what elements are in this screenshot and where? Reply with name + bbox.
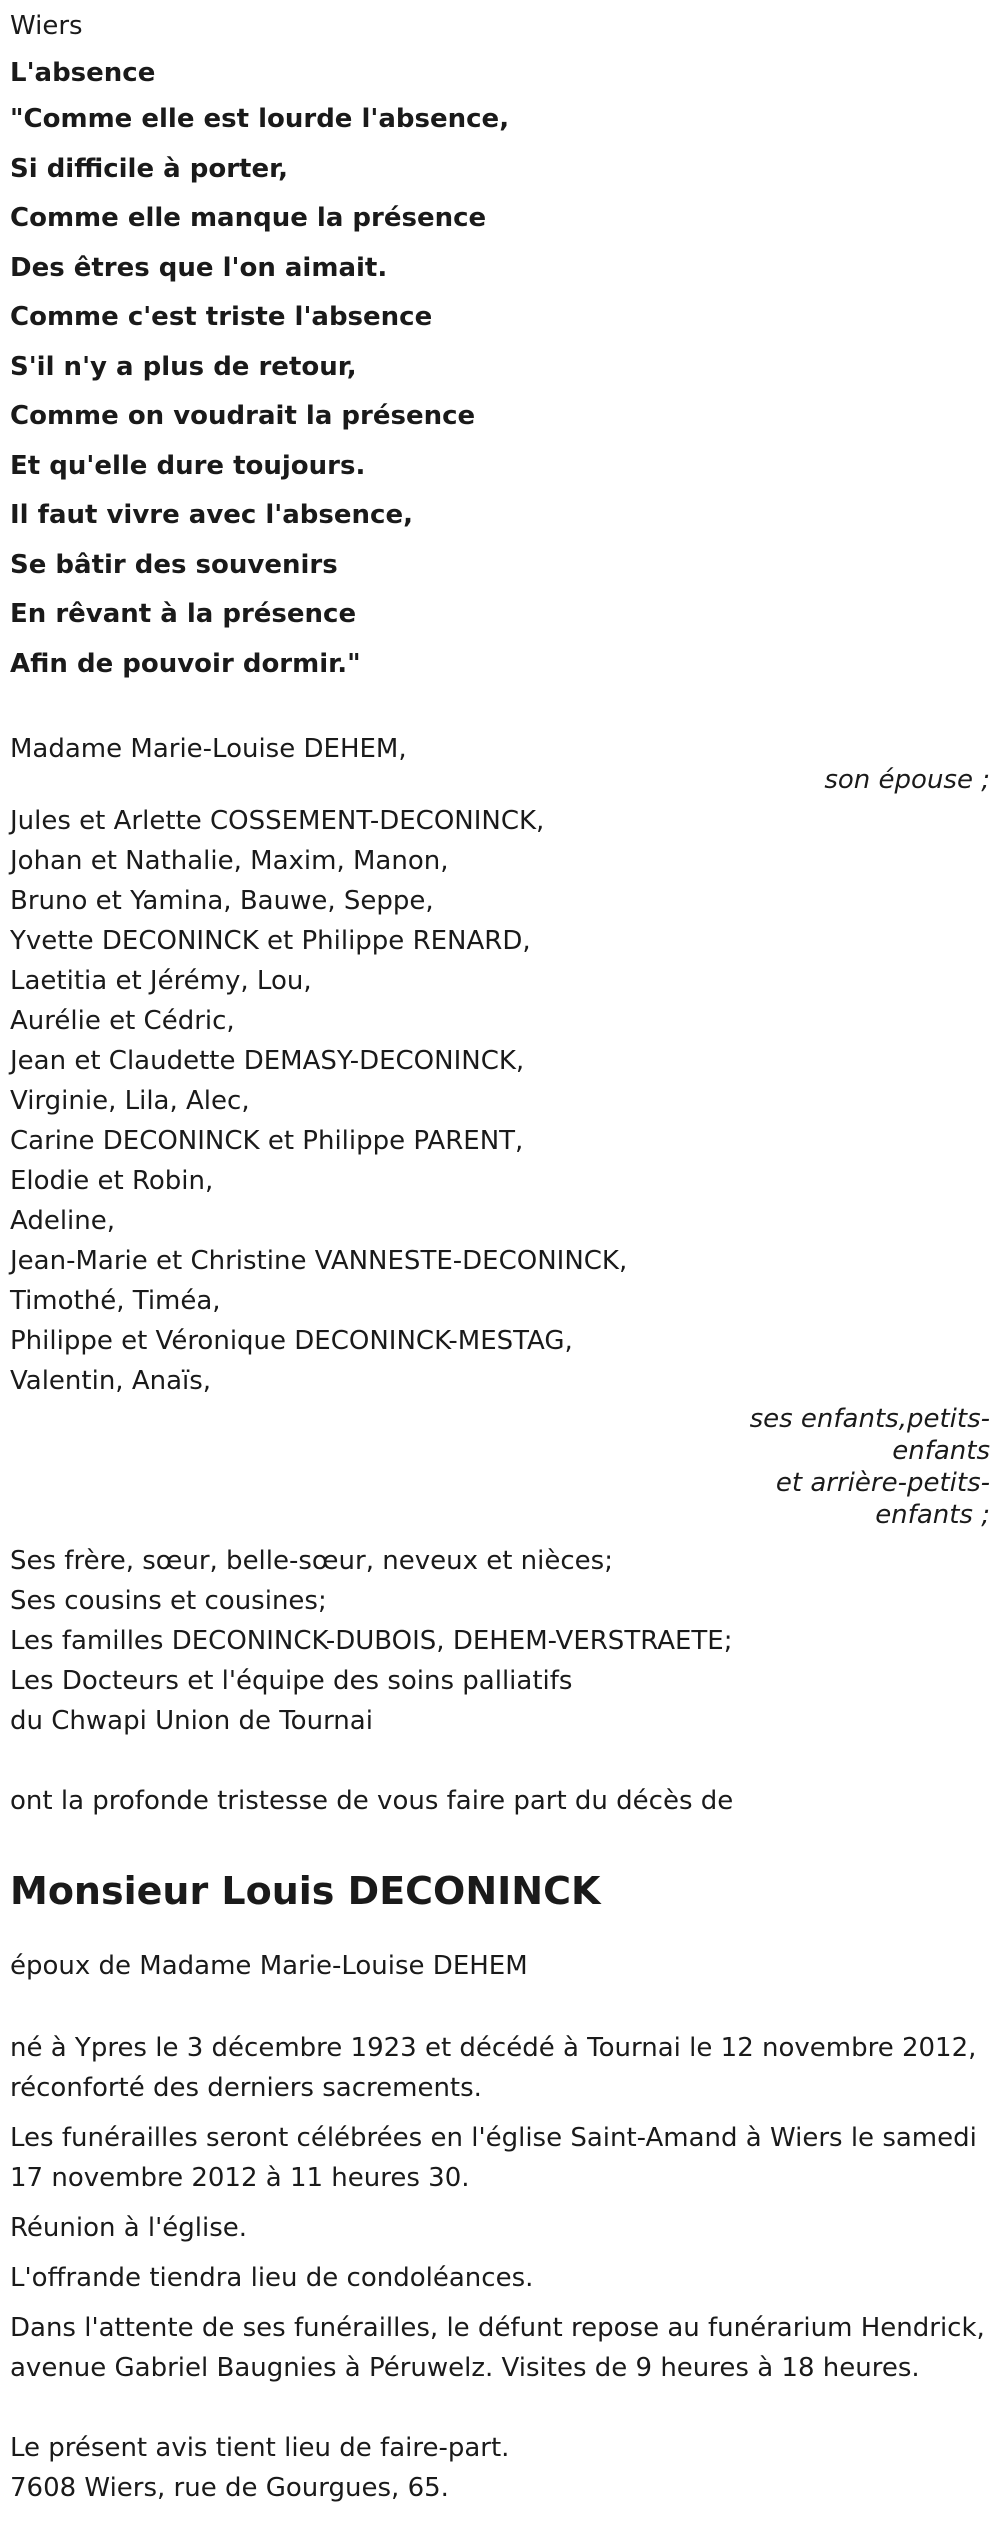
family-line: Virginie, Lila, Alec,: [10, 1086, 250, 1116]
family-line: Jean-Marie et Christine VANNESTE-DECONINCK,: [10, 1246, 628, 1276]
poem-line: Et qu'elle dure toujours.: [10, 450, 366, 481]
birth-death-details: né à Ypres le 3 décembre 1923 et décédé à Tournai le 12 novembre 2012, réconforté des derniers sacrements.: [10, 2033, 977, 2103]
footer: [10, 2428, 990, 2508]
poem-line: Des êtres que l'on aimait.: [10, 252, 388, 283]
location-header: Wiers: [10, 11, 83, 41]
children-relation: [10, 1403, 990, 1531]
relation-line: enfants: [892, 1436, 990, 1466]
other-mourners: [10, 1541, 990, 1741]
footer-line: Le présent avis tient lieu de faire-part.: [10, 2433, 510, 2463]
relation-line: enfants ;: [875, 1500, 990, 1530]
poem-line: Comme on voudrait la présence: [10, 401, 476, 431]
visitation-details: Dans l'attente de ses funérailles, le défunt repose au funérarium Hendrick, avenue Gabriel Baugnies à Péruwelz. Visites de 9 heures à 18 heures.: [10, 2313, 985, 2383]
poem-line: En rêvant à la présence: [10, 599, 357, 629]
mourner-line: Ses cousins et cousines;: [10, 1586, 327, 1616]
spouse-relation: son épouse ;: [824, 765, 990, 795]
relation-line: ses enfants,petits-: [749, 1404, 990, 1434]
family-line: Laetitia et Jérémy, Lou,: [10, 966, 312, 996]
poem-line: Se bâtir des souvenirs: [10, 549, 338, 580]
footer-address: 7608 Wiers, rue de Gourgues, 65.: [10, 2473, 449, 2503]
children-list: [10, 801, 990, 1401]
poem-line: Comme c'est triste l'absence: [10, 302, 433, 332]
spouse-name: Madame Marie-Louise DEHEM,: [10, 734, 407, 764]
announcement: ont la profonde tristesse de vous faire part du décès de: [10, 1786, 734, 1816]
poem-line: Il faut vivre avec l'absence,: [10, 500, 413, 530]
relation-line: et arrière-petits-: [775, 1468, 990, 1498]
family-line: Elodie et Robin,: [10, 1166, 214, 1196]
mourner-line: Les familles DECONINCK-DUBOIS, DEHEM-VERSTRAETE;: [10, 1626, 733, 1656]
family-line: Yvette DECONINCK et Philippe RENARD,: [10, 926, 531, 956]
poem-line: Comme elle manque la présence: [10, 203, 487, 233]
poem-line: "Comme elle est lourde l'absence,: [10, 104, 510, 134]
family-line: Bruno et Yamina, Bauwe, Seppe,: [10, 886, 434, 916]
deceased-spouse-of: époux de Madame Marie-Louise DEHEM: [10, 1951, 528, 1981]
poem: [10, 95, 990, 689]
family-line: Johan et Nathalie, Maxim, Manon,: [10, 846, 449, 876]
mourner-line: Ses frère, sœur, belle-sœur, neveux et nièces;: [10, 1546, 613, 1576]
family-line: Carine DECONINCK et Philippe PARENT,: [10, 1126, 524, 1156]
family-line: Timothé, Timéa,: [10, 1286, 221, 1316]
funeral-details: Les funérailles seront célébrées en l'église Saint-Amand à Wiers le samedi 17 novembre 2012 à 11 heures 30.: [10, 2123, 977, 2193]
deceased-name: Monsieur Louis DECONINCK: [10, 1869, 601, 1913]
family-line: Philippe et Véronique DECONINCK-MESTAG,: [10, 1326, 573, 1356]
offering-details: L'offrande tiendra lieu de condoléances.: [10, 2263, 534, 2293]
family-line: Jules et Arlette COSSEMENT-DECONINCK,: [10, 806, 545, 836]
family-line: Aurélie et Cédric,: [10, 1006, 235, 1036]
poem-line: Afin de pouvoir dormir.": [10, 648, 361, 679]
mourner-line: du Chwapi Union de Tournai: [10, 1706, 373, 1736]
poem-line: Si difficile à porter,: [10, 153, 288, 184]
meeting-details: Réunion à l'église.: [10, 2213, 248, 2243]
poem-title: L'absence: [10, 58, 156, 88]
mourner-line: Les Docteurs et l'équipe des soins palliatifs: [10, 1666, 573, 1696]
family-line: Adeline,: [10, 1206, 116, 1236]
family-line: Valentin, Anaïs,: [10, 1366, 212, 1396]
poem-line: S'il n'y a plus de retour,: [10, 351, 357, 382]
family-line: Jean et Claudette DEMASY-DECONINCK,: [10, 1046, 525, 1076]
obituary-notice: [10, 0, 990, 2508]
